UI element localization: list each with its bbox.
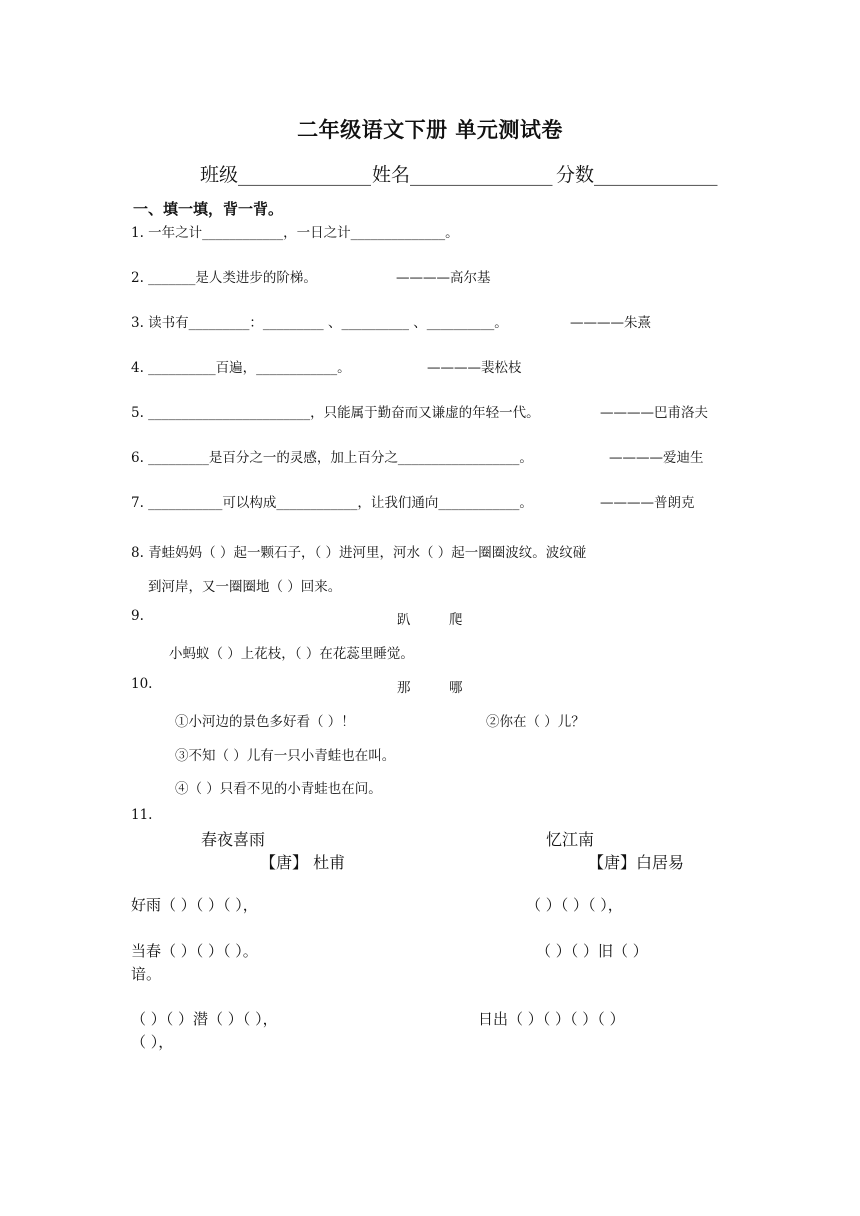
poem-2-line-2-continued: 谙。 xyxy=(131,965,162,983)
question-4-author: ————裴松枝 xyxy=(427,360,522,376)
poem-2-line-3-continued: （ ）， xyxy=(131,1033,174,1051)
class-field[interactable]: 班级______________ xyxy=(200,164,372,186)
section-heading: 一、填一填，背一背。 xyxy=(133,200,284,218)
question-3: 3. 读书有_________：_________ 、__________ 、__________。 xyxy=(131,315,508,331)
poem-1-line-3: （ ）（ ）潜（ ）（ ）， xyxy=(131,1010,278,1028)
poem-2-line-2: （ ）（ ）旧（ ） xyxy=(536,942,648,960)
question-9-option-1: 趴 xyxy=(397,612,411,628)
question-1: 1. 一年之计____________，一日之计______________。 xyxy=(131,225,459,241)
poem-1-title: 春夜喜雨 xyxy=(201,830,266,849)
poem-2-line-1: （ ）（ ）（ ）， xyxy=(526,896,623,914)
question-8-line-2: 到河岸，又一圈圈地（ ）回来。 xyxy=(148,579,342,595)
question-10-option-1: 那 xyxy=(397,680,411,696)
question-5-author: ————巴甫洛夫 xyxy=(600,405,708,421)
question-2: 2. _______是人类进步的阶梯。 xyxy=(131,270,317,286)
question-11-number: 11. xyxy=(131,807,153,823)
question-3-author: ————朱熹 xyxy=(570,315,651,331)
poem-2-title: 忆江南 xyxy=(546,830,595,849)
question-9-option-2: 爬 xyxy=(449,612,463,628)
poem-2-line-3: 日出（ ）（ ）（ ）（ ） xyxy=(478,1010,625,1028)
poem-1-author: 【唐】 杜甫 xyxy=(260,853,346,872)
question-8-line-1: 8. 青蛙妈妈（ ）起一颗石子，（ ）进河里，河水（ ）起一圈圈波纹。波纹碰 xyxy=(131,545,587,561)
question-10-sentence-4: ④（ ）只看不见的小青蛙也在问。 xyxy=(175,781,382,797)
page-title: 二年级语文下册 单元测试卷 xyxy=(297,118,563,142)
question-10-sentence-2: ②你在（ ）儿？ xyxy=(486,714,585,730)
question-10-number: 10. xyxy=(131,676,153,692)
question-6: 6. _________是百分之一的灵感，加上百分之__________________。 xyxy=(131,450,533,466)
poem-1-line-2: 当春（ ）（ ）（ ）。 xyxy=(131,942,258,960)
question-6-author: ————爱迪生 xyxy=(609,450,704,466)
score-field[interactable]: 分数_____________ xyxy=(556,164,718,186)
question-7-author: ————普朗克 xyxy=(600,495,695,511)
poem-2-author: 【唐】白居易 xyxy=(588,853,685,872)
question-10-option-2: 哪 xyxy=(449,680,463,696)
name-field[interactable]: 姓名_______________ xyxy=(372,164,553,186)
question-10-sentence-3: ③不知（ ）儿有一只小青蛙也在叫。 xyxy=(175,748,396,764)
question-9-number: 9. xyxy=(131,608,144,624)
poem-1-line-1: 好雨（ ）（ ）（ ）， xyxy=(131,896,258,914)
question-7: 7. ___________可以构成____________，让我们通向____________。 xyxy=(131,495,533,511)
question-9-sentence: 小蚂蚁（ ）上花枝，（ ）在花蕊里睡觉。 xyxy=(169,646,414,662)
question-5: 5. ________________________，只能属于勤奋而又谦虚的年轻一代。 xyxy=(131,405,540,421)
question-4: 4. __________百遍，____________。 xyxy=(131,360,351,376)
question-2-author: ————高尔基 xyxy=(396,270,491,286)
question-10-sentence-1: ①小河边的景色多好看（ ）！ xyxy=(175,714,355,730)
